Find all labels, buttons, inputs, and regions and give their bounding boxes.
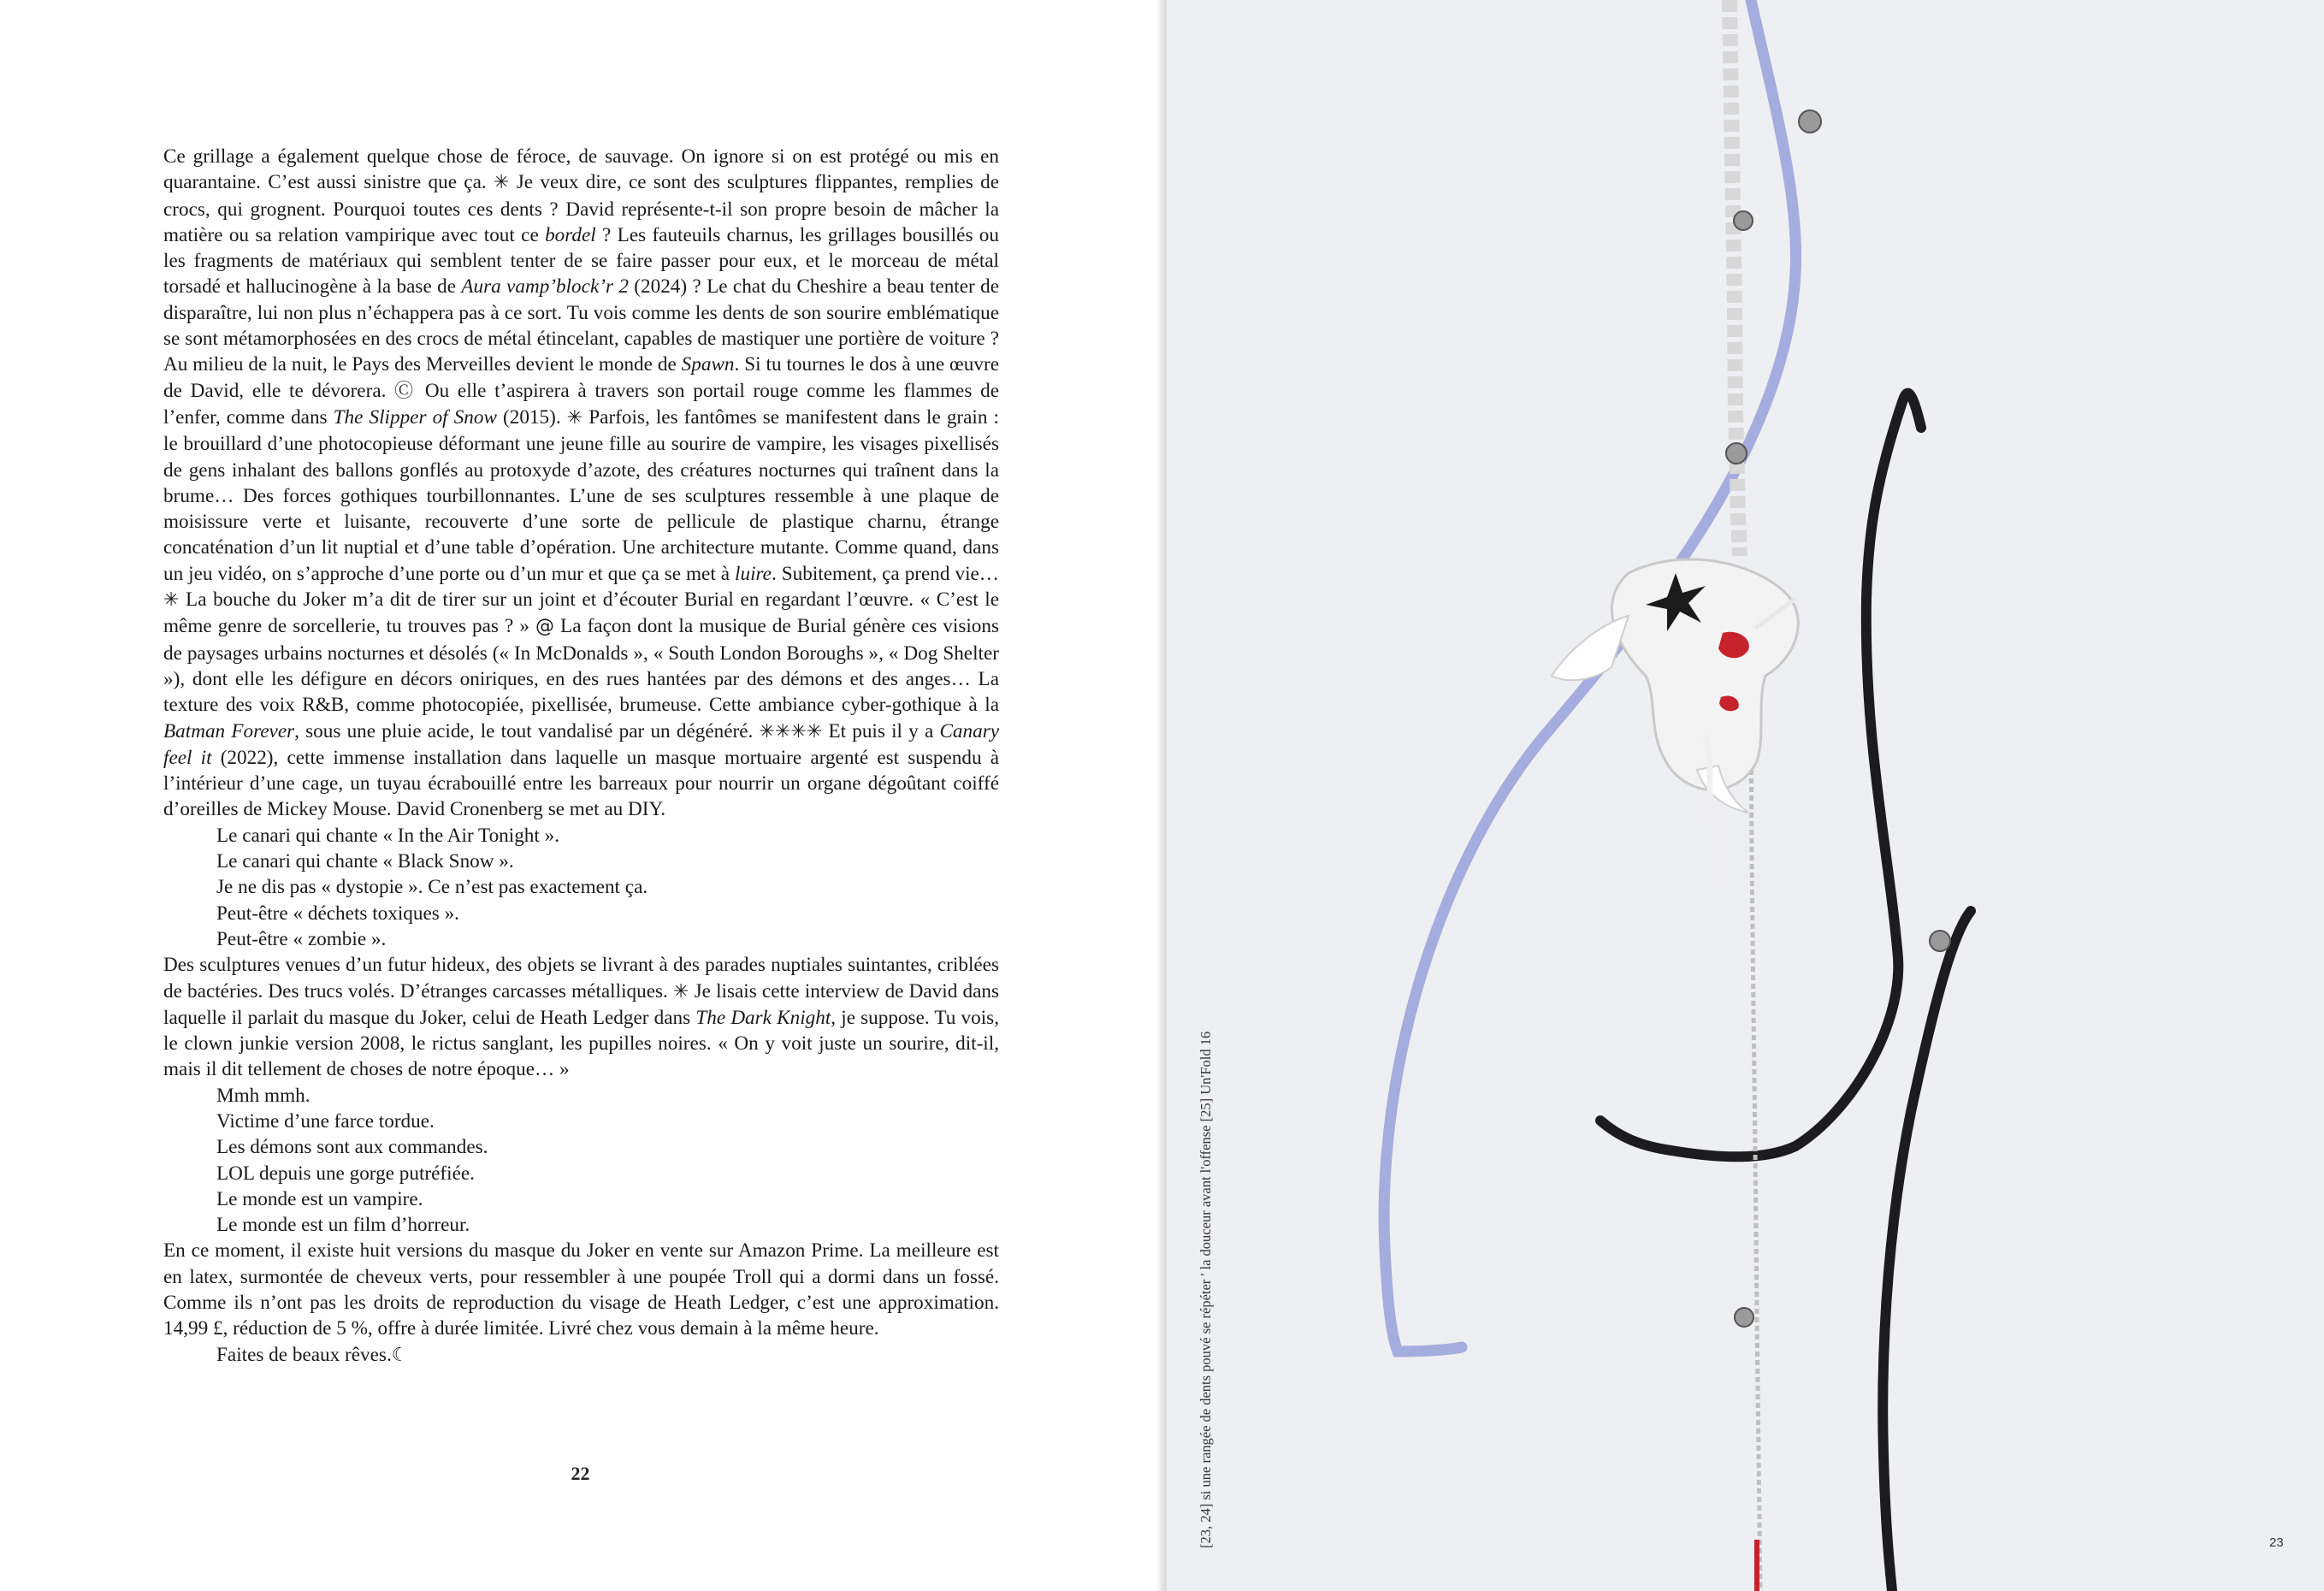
- asterisk-ornament-icon: ✳: [672, 980, 689, 1003]
- asterisk-ornament-icon: ✳: [494, 172, 510, 194]
- white-mask-body: [1611, 559, 1798, 790]
- closing-line: Faites de beaux rêves.☾: [216, 1343, 409, 1366]
- black-rod-upper: [1600, 393, 1921, 1157]
- verse-line: Le monde est un film d’horreur.: [216, 1214, 470, 1237]
- steel-ball: [1799, 110, 1821, 133]
- chain: [1730, 0, 1740, 556]
- vertical-caption: [23, 24] si une rangée de dents pouvé se répéter ' la douceur avant l'offense [25] Un'Fold 16: [1197, 1031, 1214, 1548]
- spiral-ornament-icon: Ⓒ: [394, 380, 417, 402]
- page-number-left: 22: [571, 1463, 590, 1484]
- crescent-moon-icon: ☾: [391, 1344, 409, 1366]
- verse-line: Je ne dis pas « dystopie ». Ce n’est pas exactement ça.: [216, 876, 648, 899]
- steel-ball: [1735, 1308, 1753, 1327]
- sculpture-photo: [1167, 0, 2324, 1591]
- verse-line: Le canari qui chante « Black Snow ».: [216, 850, 514, 873]
- verse-line: Les démons sont aux commandes.: [216, 1136, 488, 1159]
- page-number-right: 23: [2269, 1535, 2284, 1550]
- asterisk-row-ornament-icon: ✳✳✳✳: [759, 720, 823, 742]
- asterisk-ornament-icon: ✳: [566, 406, 583, 429]
- verse-line: Le canari qui chante « In the Air Tonight ».: [216, 824, 560, 847]
- verse-line: Victime d’une farce tordue.: [216, 1109, 435, 1133]
- verse-line: Mmh mmh.: [216, 1084, 310, 1107]
- white-fang: [1552, 616, 1629, 680]
- steel-ball: [1734, 211, 1753, 230]
- steel-ball: [1930, 931, 1950, 951]
- paragraph-1: Ce grillage a également quelque chose de féroce, de sauvage. On ignore si on est protégé ou mis en quarantaine. C’est aussi sinistre que ça. ✳ Je veux dire, ce sont des sculptures flippantes, remplies de crocs, qui grognent. Pourquoi toutes ces dents ? David représente-t-il son propre besoin de mâcher la matière ou sa relation vampirique avec tout ce bordel ? Les fauteuils charnus, les grillages bousillés ou les fragments de matériaux qui semblent tenter de se faire passer pour eux, et le morceau de métal torsadé et hallucinogène à la base de Aura vamp’block’r 2 (2024) ? Le chat du Cheshire a beau tenter de disparaître, lui non plus n’échappera pas à ce sort. Tu vois comme les dents de son sourire emblématique se sont métamorphosées en des crocs de métal étincelant, capables de mastiquer une portière de voiture ? Au milieu de la nuit, le Pays des Merveilles devient le monde de Spawn. Si tu tournes le dos à une œuvre de David, elle te dévorera. Ⓒ Ou elle t’aspirera à travers son portail rouge comme les flammes de l’enfer, comme dans The Slipper of Snow (2015). ✳ Parfois, les fantômes se manifestent dans le grain : le brouillard d’une photocopieuse déformant une jeune fille au sourire de vampire, les visages pixellisés de gens inhalant des ballons gonflés au protoxyde d’azote, des créatures nocturnes qui traînent dans la brume… Des forces gothiques tourbillonnantes. L’une de ses sculptures ressemble à une plaque de moisissure verte et luisante, recouverte d’une sorte de pellicule de plastique charnu, étrange concaténation d’un lit nuptial et d’une table d’opération. Une architecture mutante. Comme quand, dans un jeu vidéo, on s’approche d’une porte ou d’un mur et que ça se met à luire. Subitement, ça prend vie… ✳ La bouche du Joker m’a dit de tirer sur un joint et d’écouter Burial en regardant l’œuvre. « C’est le même genre de sorcellerie, tu trouves pas ? » @ La façon dont la musique de Burial génère ces visions de paysages urbains nocturnes et désolés (« In McDonalds », « South London Boroughs », « Dog Shelter »), dont elle les défigure en décors oniriques, en des rues hantées par des démons et des anges… La texture des voix R&B, comme photocopiée, pixellisée, brumeuse. Cette ambiance cyber-gothique à la Batman Forever, sous une pluie acide, le tout vandalisé par un dégénéré. ✳✳✳✳ Et puis il y a Canary feel it (2022), cette immense installation dans laquelle un masque mortuaire argenté est suspendu à l’intérieur d’une cage, un tuyau écrabouillé entre les barreaux pour nourrir un organe dégoûtant coiffé d’oreilles de Mickey Mouse. David Cronenberg se met au DIY.: [163, 145, 1000, 821]
- verse-line: Peut-être « déchets toxiques ».: [216, 902, 459, 925]
- swirl-ornament-icon: @: [535, 616, 554, 638]
- body-text: [163, 144, 999, 1369]
- verse-line: Le monde est un vampire.: [216, 1187, 423, 1210]
- steel-ball: [1726, 443, 1747, 464]
- gutter: [1156, 0, 1167, 1591]
- verse-line: LOL depuis une gorge putréfiée.: [216, 1162, 475, 1185]
- paragraph-3: En ce moment, il existe huit versions du masque du Joker en vente sur Amazon Prime. La meilleure est en latex, surmontée de cheveux verts, pour ressembler à une poupée Troll qui a dormi dans un fossé. Comme ils n’ont pas les droits de reproduction du visage de Heath Ledger, c’est une approximation. 14,99 £, réduction de 5 %, offre à durée limitée. Livré chez vous demain à la même heure.: [163, 1239, 999, 1340]
- paragraph-2: Des sculptures venues d’un futur hideux, des objets se livrant à des parades nuptiales suintantes, criblées de bactéries. Des trucs volés. D’étranges carcasses métalliques. ✳ Je lisais cette interview de David dans laquelle il parlait du masque du Joker, celui de Heath Ledger dans The Dark Knight, je suppose. Tu vois, le clown junkie version 2008, le rictus sanglant, les pupilles noires. « On y voit juste un sourire, dit-il, mais il dit tellement de choses de notre époque… »: [163, 954, 999, 1081]
- verse-line: Peut-être « zombie ».: [216, 927, 387, 950]
- asterisk-ornament-icon: ✳: [163, 589, 180, 612]
